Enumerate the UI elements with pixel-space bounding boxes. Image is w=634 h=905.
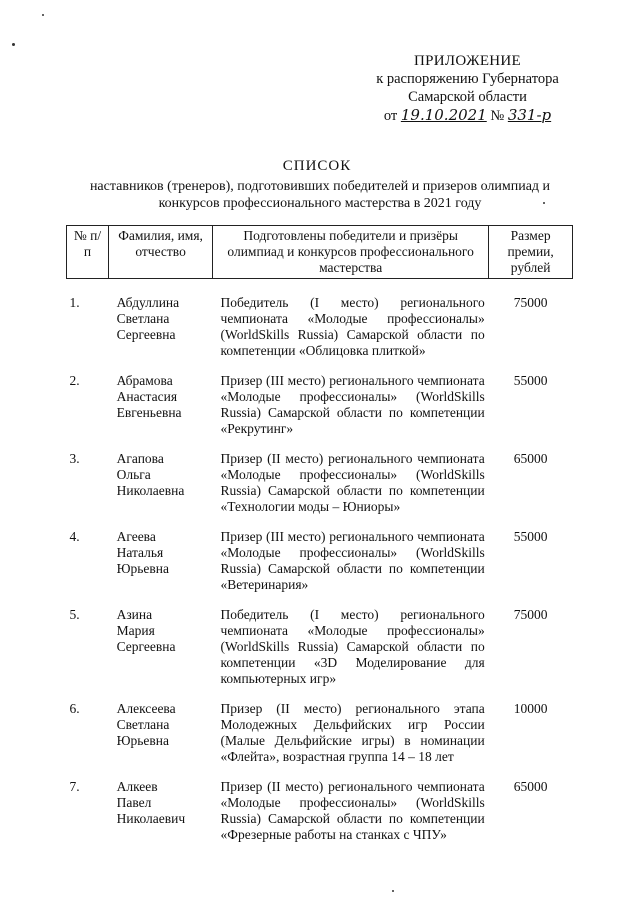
row-num: 6. [69,701,80,716]
first-name: Светлана [116,717,170,732]
mentors-table [66,225,573,857]
date-prefix: от [383,108,398,124]
surname: Агапова [116,451,164,466]
table-row [67,295,573,373]
row-desc: Призер (II место) регионального этапа Молодежных Дельфийских игр России (Малые Дельфийские игры) в номинации «Флейта», возрастная группа 14 – 18 лет [220,701,485,764]
first-name: Анастасия [116,389,178,404]
appendix-date-line [360,106,575,125]
surname: Агеева [116,529,156,544]
table-row [67,451,573,529]
header-prize: Размер премии, рублей [489,226,573,279]
patronymic: Николаевна [116,483,185,498]
table-row [67,701,573,779]
row-num: 2. [69,373,80,388]
row-prize: 55000 [513,373,548,388]
row-name [109,373,213,451]
scan-speck [12,43,15,46]
row-desc: Победитель (I место) регионального чемпионата «Молодые профессионалы» (WorldSkills Russia) Самарской области по компетенции «Облицовка плиткой» [220,295,485,358]
row-prize: 75000 [513,295,548,310]
header-desc: Подготовлены победители и призёры олимпиад и конкурсов профессионального мастерства [213,226,489,279]
row-desc: Призер (II место) регионального чемпионата «Молодые профессионалы» (WorldSkills Russia) Самарской области по компетенции «Фрезерные работы на станках с ЧПУ» [220,779,485,842]
surname: Алкеев [116,779,158,794]
patronymic: Сергеевна [116,639,176,654]
appendix-title: ПРИЛОЖЕНИЕ [413,53,522,69]
row-prize: 10000 [513,701,548,716]
surname: Азина [116,607,153,622]
appendix-line-1: к распоряжению Губернатора [376,71,559,87]
row-prize: 75000 [513,607,548,622]
row-name [109,451,213,529]
list-title: СПИСОК [282,158,352,174]
row-num: 1. [69,295,80,310]
row-name [109,295,213,373]
scan-speck [392,890,394,892]
handwritten-date: 19.10.2021 [400,106,487,124]
row-num: 7. [69,779,80,794]
appendix-line-2: Самарской области [408,89,527,105]
row-prize: 65000 [513,451,548,466]
row-desc: Призер (III место) регионального чемпионата «Молодые профессионалы» (WorldSkills Russia) Самарской области по компетенции «Ветеринария» [220,529,485,592]
scan-speck [42,14,44,16]
row-name [109,607,213,701]
table-row [67,779,573,857]
table-header-row [67,226,573,279]
appendix-block [360,52,575,125]
row-desc: Победитель (I место) регионального чемпионата «Молодые профессионалы» (WorldSkills Russia) Самарской области по компетенции «3D Моделирование для компьютерных игр» [220,607,485,686]
number-prefix: № [490,108,505,124]
row-name [109,779,213,857]
table-row [67,607,573,701]
header-num: № п/п [67,226,109,279]
first-name: Павел [116,795,152,810]
patronymic: Юрьевна [116,561,169,576]
row-num: 4. [69,529,80,544]
surname: Алексеева [116,701,176,716]
row-num: 3. [69,451,80,466]
patronymic: Евгеньевна [116,405,182,420]
row-desc: Призер (III место) регионального чемпионата «Молодые профессионалы» (WorldSkills Russia) Самарской области по компетенции «Рекрутинг» [220,373,485,436]
table-row [67,529,573,607]
surname: Абдуллина [116,295,180,310]
first-name: Светлана [116,311,170,326]
patronymic: Юрьевна [116,733,169,748]
patronymic: Николаевич [116,811,186,826]
row-num: 5. [69,607,80,622]
first-name: Мария [116,623,155,638]
row-prize: 55000 [513,529,548,544]
first-name: Наталья [116,545,164,560]
row-prize: 65000 [513,779,548,794]
row-name [109,529,213,607]
patronymic: Сергеевна [116,327,176,342]
handwritten-number: 331-р [507,106,552,124]
row-desc: Призер (II место) регионального чемпионата «Молодые профессионалы» (WorldSkills Russia) Самарской области по компетенции «Технологии моды – Юниоры» [220,451,485,514]
first-name: Ольга [116,467,151,482]
header-name: Фамилия, имя, отчество [109,226,213,279]
list-subtitle: наставников (тренеров), подготовивших победителей и призеров олимпиад и конкурсов профессионального мастерства в 2021 году [89,179,551,211]
row-name [109,701,213,779]
surname: Абрамова [116,373,173,388]
table-row [67,373,573,451]
